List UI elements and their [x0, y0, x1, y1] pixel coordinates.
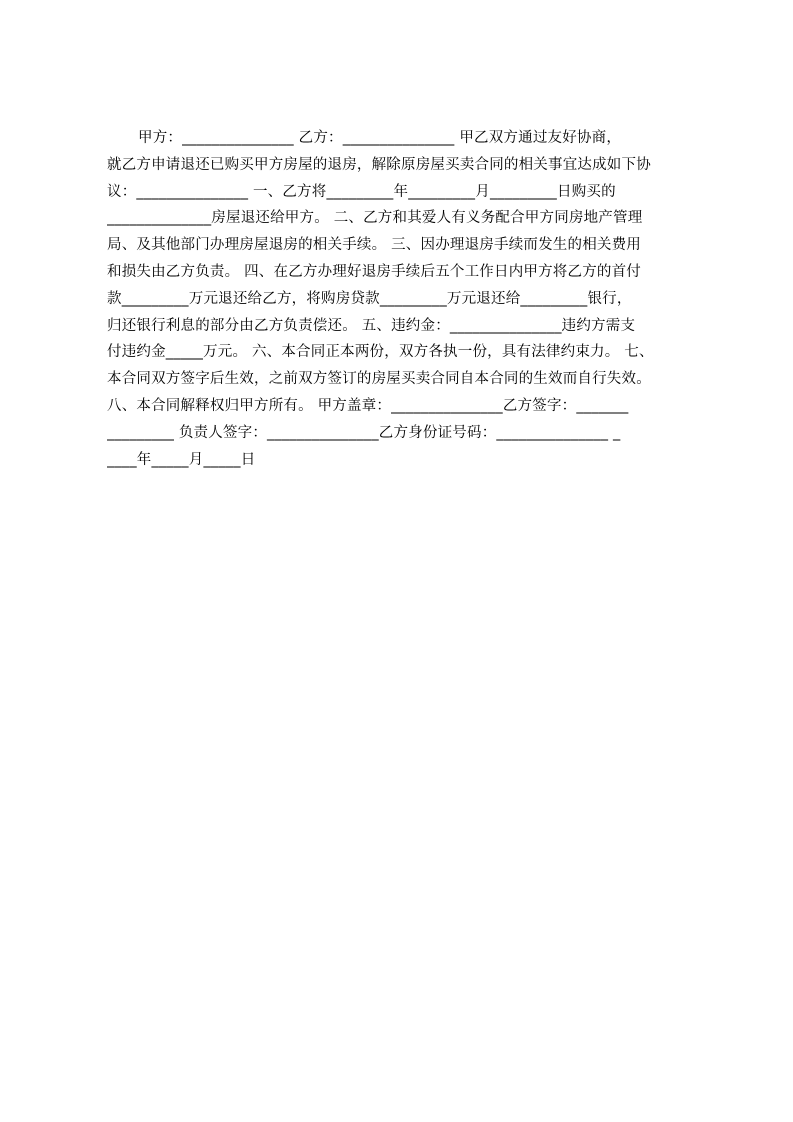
contract-line-8: 归还银行利息的部分由乙方负责偿还。 五、违约金：_______________违约方需支 — [107, 317, 636, 334]
contract-line-9: 付违约金_____万元。 六、本合同正本两份，双方各执一份，具有法律约束力。 七、 — [107, 344, 654, 361]
contract-line-2: 就乙方申请退还已购买甲方房屋的退房，解除原房屋买卖合同的相关事宜达成如下协 — [107, 156, 651, 173]
contract-line-1: 甲方：_______________ 乙方：_______________ 甲乙双方通过友好协商， — [138, 130, 622, 146]
contract-line-11: 八、本合同解释权归甲方所有。 甲方盖章：_______________乙方签字：_______ — [107, 397, 629, 414]
contract-line-7: 款_________万元退还给乙方，将购房贷款_________万元退还给_________银行， — [107, 290, 632, 307]
contract-line-10: 本合同双方签字后生效，之前双方签订的房屋买卖合同自本合同的生效而自行失效。 — [107, 371, 651, 388]
contract-line-3: 议：_______________ 一、乙方将_________年_________月_________日购买的 — [107, 183, 616, 200]
contract-line-13: ____年_____月_____日 — [107, 451, 256, 468]
contract-body — [107, 125, 697, 473]
contract-line-5: 局、及其他部门办理房屋退房的相关手续。 三、因办理退房手续而发生的相关费用 — [107, 237, 642, 254]
contract-line-4: ______________房屋退还给甲方。 二、乙方和其爱人有义务配合甲方同房地产管理 — [107, 210, 643, 227]
contract-line-12: _________ 负责人签字：_______________乙方身份证号码：_______________ _ — [107, 424, 621, 441]
contract-line-6: 和损失由乙方负责。 四、在乙方办理好退房手续后五个工作日内甲方将乙方的首付 — [107, 263, 642, 280]
